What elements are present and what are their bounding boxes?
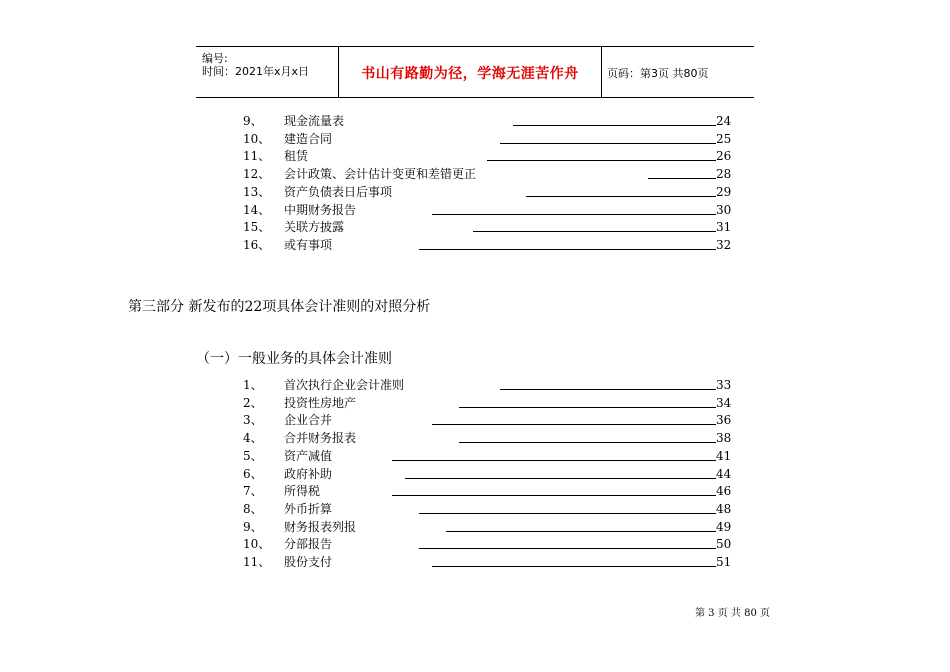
- toc-entry[interactable]: [243, 131, 743, 148]
- toc-entry-title: 合并财务报表: [284, 431, 357, 446]
- toc-entry[interactable]: [243, 466, 743, 483]
- toc-dot-leader: [513, 125, 716, 126]
- toc-entry[interactable]: [243, 113, 743, 130]
- toc-entry-page: 25: [716, 131, 732, 146]
- toc-entry-title: 投资性房地产: [284, 395, 357, 410]
- toc-entry[interactable]: [243, 184, 743, 201]
- toc-entry-number: 4、: [243, 431, 263, 446]
- toc-dot-leader: [432, 214, 716, 215]
- toc-entry-page: 26: [716, 149, 732, 164]
- doc-number-label: 编号:: [202, 52, 228, 65]
- toc-entry-page: 36: [716, 413, 732, 428]
- toc-entry-number: 10、: [243, 537, 271, 552]
- toc-entry-title: 或有事项: [284, 237, 333, 252]
- toc-entry-page: 50: [716, 537, 732, 552]
- toc-entry-title: 外币折算: [284, 501, 333, 516]
- toc-entry-page: 28: [716, 167, 732, 182]
- toc-entry-number: 6、: [243, 466, 263, 481]
- part3-title: 第三部分 新发布的22项具体会计准则的对照分析: [128, 299, 431, 315]
- page-footer: 第 3 页 共 80 页: [695, 608, 770, 619]
- toc-entry-title: 政府补助: [284, 466, 333, 481]
- toc-entry[interactable]: [243, 554, 743, 571]
- toc-entry-number: 16、: [243, 237, 271, 252]
- toc-entry-page: 46: [716, 484, 732, 499]
- toc-dot-leader: [432, 424, 716, 425]
- toc-entry-page: 32: [716, 237, 732, 252]
- toc-entry-page: 31: [716, 220, 732, 235]
- toc-dot-leader: [473, 231, 716, 232]
- toc-entry[interactable]: [243, 395, 743, 412]
- toc-entry-number: 8、: [243, 501, 263, 516]
- toc-entry-title: 租赁: [284, 149, 309, 164]
- toc-entry-title: 首次执行企业会计准则: [284, 378, 405, 392]
- toc-dot-leader: [419, 249, 716, 250]
- toc-entry[interactable]: [243, 237, 743, 254]
- toc-entry-title: 财务报表列报: [284, 519, 357, 534]
- toc-entry-title: 资产减值: [284, 448, 333, 463]
- toc-entry-title: 分部报告: [284, 537, 333, 552]
- toc-dot-leader: [487, 160, 716, 161]
- toc-dot-leader: [419, 548, 716, 549]
- toc-dot-leader: [432, 566, 716, 567]
- toc-entry-number: 9、: [243, 114, 263, 128]
- header-page-number: 页码：第3页 共80页: [607, 67, 709, 80]
- toc-dot-leader: [419, 513, 716, 514]
- toc-entry-title: 建造合同: [284, 131, 333, 146]
- header-motto-cell: [338, 47, 602, 97]
- toc-entry[interactable]: [243, 166, 743, 183]
- toc-entry-number: 11、: [243, 555, 271, 569]
- toc-entry-number: 7、: [243, 484, 263, 499]
- toc-entry-page: 49: [716, 519, 732, 534]
- toc-dot-leader: [392, 460, 716, 461]
- toc-dot-leader: [405, 478, 716, 479]
- toc-entry[interactable]: [243, 219, 743, 236]
- toc-dot-leader: [526, 196, 716, 197]
- toc-entry-title: 企业合并: [284, 413, 333, 428]
- toc-entry-page: 41: [716, 448, 732, 463]
- toc-entry-title: 关联方披露: [284, 220, 345, 235]
- toc-entry-page: 30: [716, 202, 732, 217]
- toc-entry-title: 股份支付: [284, 555, 333, 569]
- toc-dot-leader: [500, 389, 716, 390]
- toc-entry-number: 5、: [243, 448, 263, 463]
- toc-entry-number: 2、: [243, 395, 263, 410]
- toc-dot-leader: [446, 531, 716, 532]
- header-page-cell: [601, 47, 754, 97]
- part3-subtitle: （一）一般业务的具体会计准则: [196, 351, 392, 367]
- toc-entry-number: 9、: [243, 519, 263, 534]
- toc-entry[interactable]: [243, 202, 743, 219]
- toc-entry-page: 48: [716, 501, 732, 516]
- toc-entry[interactable]: [243, 448, 743, 465]
- toc-entry-page: 29: [716, 184, 732, 199]
- toc-entry-page: 44: [716, 466, 732, 481]
- toc-entry[interactable]: [243, 536, 743, 553]
- toc-entry-number: 13、: [243, 184, 271, 199]
- toc-entry-number: 11、: [243, 149, 271, 164]
- header-left-cell: [196, 47, 338, 97]
- toc-entry-number: 3、: [243, 413, 263, 428]
- toc-entry-page: 24: [716, 114, 732, 128]
- toc-entry-number: 12、: [243, 167, 271, 182]
- toc-entry[interactable]: [243, 501, 743, 518]
- toc-entry[interactable]: [243, 148, 743, 165]
- toc-entry-title: 现金流量表: [284, 114, 345, 128]
- toc-entry-number: 1、: [243, 378, 263, 392]
- toc-entry-page: 34: [716, 395, 732, 410]
- toc-entry-title: 中期财务报告: [284, 202, 357, 217]
- toc-entry-number: 15、: [243, 220, 271, 235]
- toc-entry[interactable]: [243, 430, 743, 447]
- toc-entry-page: 38: [716, 431, 732, 446]
- toc-entry-page: 33: [716, 378, 732, 392]
- toc-entry-page: 51: [716, 555, 732, 569]
- toc-entry[interactable]: [243, 519, 743, 536]
- toc-entry-title: 所得税: [284, 484, 321, 499]
- toc-entry[interactable]: [243, 377, 743, 394]
- toc-entry[interactable]: [243, 412, 743, 429]
- toc-dot-leader: [500, 143, 716, 144]
- page-header: [196, 46, 754, 98]
- toc-entry-number: 14、: [243, 202, 271, 217]
- toc-dot-leader: [459, 407, 716, 408]
- toc-entry-title: 资产负债表日后事项: [284, 184, 393, 199]
- toc-entry-number: 10、: [243, 131, 271, 146]
- toc-dot-leader: [459, 442, 716, 443]
- header-motto: 书山有路勤为径，学海无涯苦作舟: [361, 66, 579, 82]
- toc-dot-leader: [392, 495, 716, 496]
- toc-dot-leader: [648, 178, 716, 179]
- doc-date-label: 时间：2021年x月x日: [202, 65, 310, 78]
- toc-entry[interactable]: [243, 483, 743, 500]
- toc-entry-title: 会计政策、会计估计变更和差错更正: [284, 167, 477, 182]
